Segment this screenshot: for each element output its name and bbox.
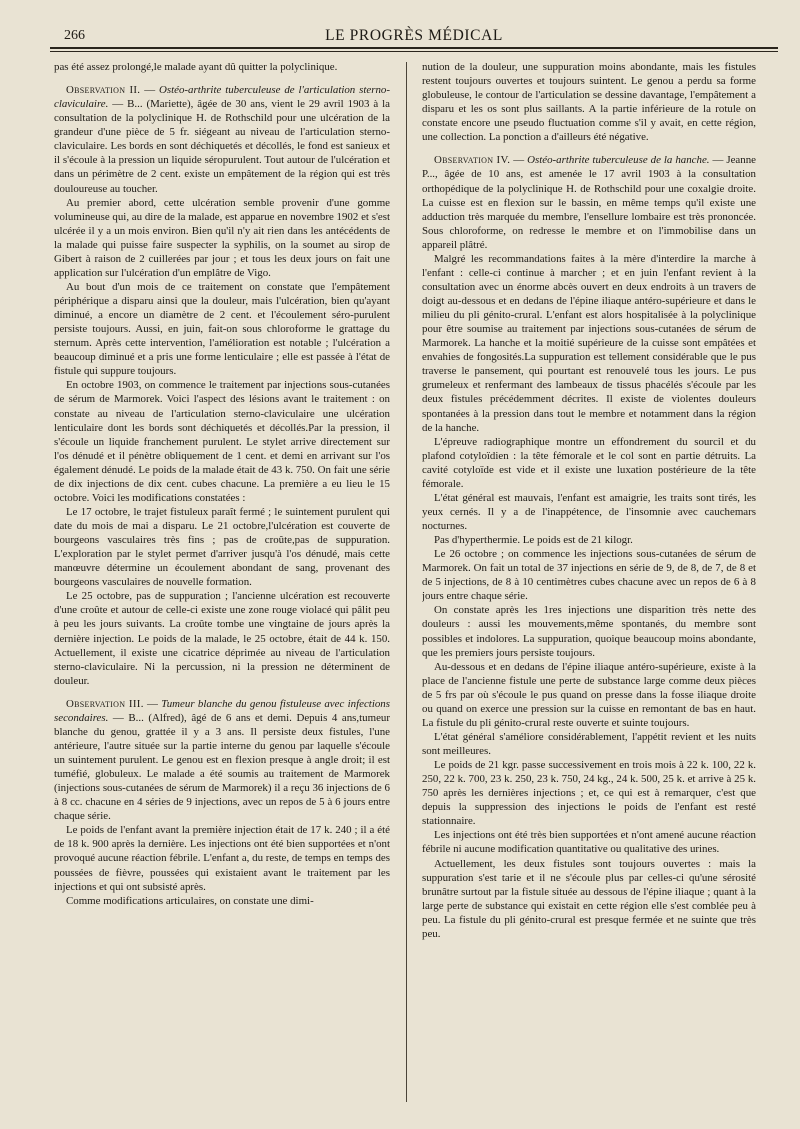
body-paragraph: Malgré les recommandations faites à la mère d'interdire la marche à l'enfant : celle-ci continue à marcher ; et en juin l'enfant revient à la consultation avec un énorme abcès ouvert en deux endroits à un travers de doigt au-dessous et en dedans de l'épine iliaque antéro-supérieure et dans le milieu du pli génito-crural. L'enfant est alors hospitalisée à la polyclinique pour être soumise au traitement par injections sous-cutanées de sérum de Marmorek. La hanche et la moitié supérieure de la cuisse sont empâtées et envahies de fongosités.La suppuration est tellement considérable que le pus traverse le pansement, qui pourtant est renouvelé tous les jours. Le pus grumeleux et renfermant des lambeaux de tissus phacélés s'écoule par les deux fistules précédemment décrites. Il existe de violentes douleurs spontanées à la pression dans tout le membre et notamment dans la région de la hanche. <box>422 252 756 434</box>
body-paragraph: Le poids de 21 kgr. passe successivement en trois mois à 22 k. 100, 22 k. 250, 22 k. 700, 23 k. 250, 23 k. 750, 24 kg., 24 k. 500, 25 k. et arrive à 25 k. 750 après les dernières injections ; et, ce qui est à remarquer, c'est que depuis la suppression des injections le poids de l'enfant est resté stationnaire. <box>422 759 756 828</box>
observation-title: Ostéo-arthrite tuberculeuse de l'articulation sterno-claviculaire. <box>54 84 390 111</box>
header-rule-thin <box>50 51 778 52</box>
observation-text: — B... (Alfred), âgé de 6 ans et demi. Depuis 4 ans,tumeur blanche du genou, grattée il y a 3 ans. Il persiste deux fistules, l'une antérieure, l'autre située sur la partie interne du genou par laquelle s'écoule un suintement purulent. Le genou est en flexion presque à angle droit; il est tuméfié, globuleux. Le malade a été soumis au traitement de Marmorek (injections sous-cutanées de sérum de Marmorek) il a reçu 36 injections de 6 à 8 cc. chacune en 4 séries de 9 injections, avec un repos de 5 à 6 jours entre chaque série. <box>54 711 390 823</box>
body-paragraph: Le 26 octobre ; on commence les injections sous-cutanées de sérum de Marmorek. On fait un total de 37 injections en série de 9, de 8, de 7, de 8 et de 5 injections, de 8 à 10 centimètres cubes chacune avec un repos de 6 à 8 jours entre chaque série. <box>422 548 756 603</box>
observation-paragraph: Observation III. — Tumeur blanche du genou fistuleuse avec infections secondaires. — B... (Alfred), âgé de 6 ans et demi. Depuis 4 ans,tumeur blanche du genou, grattée il y a 3 ans. Il persiste deux fistules, l'une antérieure, l'autre située sur la partie interne du genou par laquelle s'écoule un suintement purulent. Le genou est en flexion presque à angle droit; il est tuméfié, globuleux. Le malade a été soumis au traitement de Marmorek (injections sous-cutanées de sérum de Marmorek) il a reçu 36 injections de 6 à 8 cc. chacune en 4 séries de 9 injections, avec un repos de 5 à 6 jours entre chaque série. <box>54 697 390 823</box>
body-paragraph: Le poids de l'enfant avant la première injection était de 17 k. 240 ; il a été de 18 k. 900 après la dernière. Les injections ont été bien supportées et n'ont provoqué aucune réaction fébrile. L'enfant a, du reste, de temps en temps des poussées de fièvre, poussées qui existaient avant le traitement par les injections et qui ont subsisté après. <box>54 824 390 893</box>
observation-text: — B... (Mariette), âgée de 30 ans, vient le 29 avril 1903 à la consultation de la polyclinique H. de Rothschild pour une ulcération de la grandeur d'une pièce de 5 fr. siégeant au niveau de l'articulation sterno-claviculaire. Les bords en sont déchiquetés et décollés, le fond est sanieux et il s'écoule à la pression un liquide séropurulent. Tout autour de l'ulcération et dans un périmètre de 2 cent. existe un empâtement de la région qui est très douloureuse au toucher. <box>54 98 390 195</box>
observation-label: Observation III. <box>66 697 144 710</box>
body-paragraph: En octobre 1903, on commence le traitement par injections sous-cutanées de sérum de Marmorek. Voici l'aspect des lésions avant le traitement : on constate au niveau de l'articulation sterno-claviculaire une ulcération lenticulaire dont les bords sont déchiquetés et décollés.Par la pression, il s'écoule un liquide franchement purulent. Le stylet arrive directement sur l'os dénudé et il pénètre obliquement de 1 cent. et demi en arrivant sur l'os également dénudé. Le poids de la malade était de 43 k. 750. On fait une série de dix injections de dix cent. cubes chacune. La première a eu lieu le 15 octobre. Voici les modifications constatées : <box>54 379 390 504</box>
observation-label: Observation II. <box>66 84 141 97</box>
body-paragraph: Le 25 octobre, pas de suppuration ; l'ancienne ulcération est recouverte d'une croûte et autour de celle-ci existe une zone rouge violacé qui pâlit peu à peu les jours suivants. La croûte tombe une vingtaine de jours après la dernière injection. Le poids de la malade, le 25 octobre, était de 44 k. 150. Actuellement, il existe une cicatrice déprimée au niveau de l'articulation sterno-claviculaire. Ni la percussion, ni la pression ne déterminent de douleur. <box>54 590 390 687</box>
body-paragraph: Au premier abord, cette ulcération semble provenir d'une gomme volumineuse qui, au dire de la malade, est apparue en novembre 1902 et s'est ulcérée il y a un mois environ. Bien qu'il n'y ait rien dans les antécédents de la malade qui puisse faire suspecter la syphilis, on la soumet au sirop de Gibert à raison de 2 cuillerées par jour ; et tous les deux jours on fait une application sur l'ulcération d'un emplâtre de Vigo. <box>54 196 390 279</box>
left-column <box>54 60 390 1110</box>
column-divider <box>406 62 407 1102</box>
body-paragraph: Au bout d'un mois de ce traitement on constate que l'empâtement périphérique a disparu ainsi que la douleur, mais l'ulcération, bien qu'ayant diminué, a encore un diamètre de 2 cent. et l'écoulement séro-purulent persiste toujours. Aussi, en juin, fait-on sous chloroforme le grattage du sternum. Après cette intervention, l'amélioration est notable ; l'ulcération a beaucoup diminué et a pris une forme lenticulaire ; elle est passée à l'état de fistule qui suppure toujours. <box>54 280 390 378</box>
body-paragraph: Actuellement, les deux fistules sont toujours ouvertes : mais la suppuration s'est tarie et il ne s'écoule plus par celles-ci qu'une sérosité brunâtre surtout par la fistule située au dessous de l'épine iliaque ; quant à la large perte de substance qui existait en cette région elle s'est comblée peu à peu. La fistule du pli génito-crural est presque fermée et ne suinte que très peu. <box>422 857 756 940</box>
body-paragraph: L'épreuve radiographique montre un effondrement du sourcil et du plafond cotyloïdien : la tête fémorale et le col sont en partie détruits. La cavité cotyloïde est vide et il existe une luxation postérieure de la tête fémorale. <box>422 435 756 490</box>
observation-text: — Jeanne P..., âgée de 10 ans, est amenée le 17 avril 1903 à la consultation orthopédique de la polyclinique H. de Rothschild pour une coxalgie droite. La cuisse est en flexion sur le bassin, en même temps qu'il existe une adduction très marquée du membre, l'ensellure lombaire est très prononcée. Sous chloroforme, on redresse le membre et on l'immobilise dans un appareil plâtré. <box>422 154 756 251</box>
body-paragraph: Au-dessous et en dedans de l'épine iliaque antéro-supérieure, existe à la place de l'ancienne fistule une perte de substance large comme deux pièces de 5 frs par où s'écoule le pus quand on presse dans la fosse iliaque droite ou quand on exerce une pression sur la cuisse en remontant de bas en haut. La fistule du pli génito-crural reste ouverte et suinte toujours. <box>422 660 756 729</box>
observation-paragraph: Observation IV. — Ostéo-arthrite tuberculeuse de la hanche. — Jeanne P..., âgée de 10 ans, est amenée le 17 avril 1903 à la consultation orthopédique de la polyclinique H. de Rothschild pour une coxalgie droite. La cuisse est en flexion sur le bassin, en même temps qu'il existe une adduction très marquée du membre, l'ensellure lombaire est très prononcée. Sous chloroforme, on redresse le membre et on l'immobilise dans un appareil plâtré. <box>422 154 756 251</box>
page-number: 266 <box>64 28 85 43</box>
observation-paragraph: Observation II. — Ostéo-arthrite tuberculeuse de l'articulation sterno-claviculaire. — B... (Mariette), âgée de 30 ans, vient le 29 avril 1903 à la consultation de la polyclinique H. de Rothschild pour une ulcération de la grandeur d'une pièce de 5 fr. siégeant au niveau de l'articulation sterno-claviculaire. Les bords en sont déchiquetés et décollés, le fond est sanieux et il s'écoule à la pression un liquide séropurulent. Tout autour de l'ulcération et dans un périmètre de 2 cent. existe un empâtement de la région qui est très douloureuse au toucher. <box>54 84 390 195</box>
body-paragraph: Pas d'hyperthermie. Le poids est de 21 kilogr. <box>434 534 633 547</box>
body-paragraph: Le 17 octobre, le trajet fistuleux paraît fermé ; le suintement purulent qui date du mois de mai a disparu. Le 21 octobre,l'ulcération est couverte de bourgeons vasculaires très fins ; pas de croûte,pas de suppuration. L'exploration par le stylet permet d'arriver jusqu'à l'os dénudé, mais cette manœuvre détermine un écoulement abondant de sang, provenant des bourgeons vasculaires de nouvelle formation. <box>54 505 390 589</box>
body-paragraph: On constate après les 1res injections une disparition très nette des douleurs : aussi les mouvements,même spontanés, du membre sont possibles et indolores. La suppuration, quoique beaucoup moins abondante, que les premiers jours persiste toujours. <box>422 604 756 659</box>
body-paragraph: L'état général est mauvais, l'enfant est amaigrie, les traits sont tirés, les yeux cernés. Il y a de l'inappétence, de l'insomnie avec cauchemars nocturnes. <box>422 491 756 532</box>
journal-title: LE PROGRÈS MÉDICAL <box>325 27 503 44</box>
observation-title: Ostéo-arthrite tuberculeuse de la hanche. <box>527 154 710 167</box>
right-column <box>422 60 756 1110</box>
observation-label: Observation IV. <box>434 154 511 167</box>
body-paragraph: Comme modifications articulaires, on constate une dimi- <box>66 894 314 907</box>
observation-title: Tumeur blanche du genou fistuleuse avec infections secondaires. <box>54 697 390 724</box>
body-paragraph: pas été assez prolongé,le malade ayant dû quitter la polyclinique. <box>54 61 338 73</box>
body-paragraph: Les injections ont été très bien supportées et n'ont amené aucune réaction fébrile ni aucune modification quantitative ou qualitative des urines. <box>422 829 756 856</box>
body-paragraph: L'état général s'améliore considérablement, l'appétit revient et les nuits sont meilleures. <box>422 730 756 757</box>
body-paragraph: nution de la douleur, une suppuration moins abondante, mais les fistules restent toujours ouvertes et toujours suintent. Le genou a perdu sa forme globuleuse, le contour de l'articulation se dessine davantage, l'empâtement a disparu et les os sont plus saillants. A la partie inférieure de la rotule on constate encore une pseudo fluctuation comme s'il y avait, en cette région, une collection. La ponction a d'ailleurs été négative. <box>422 61 756 144</box>
header-rule-thick <box>50 47 778 49</box>
